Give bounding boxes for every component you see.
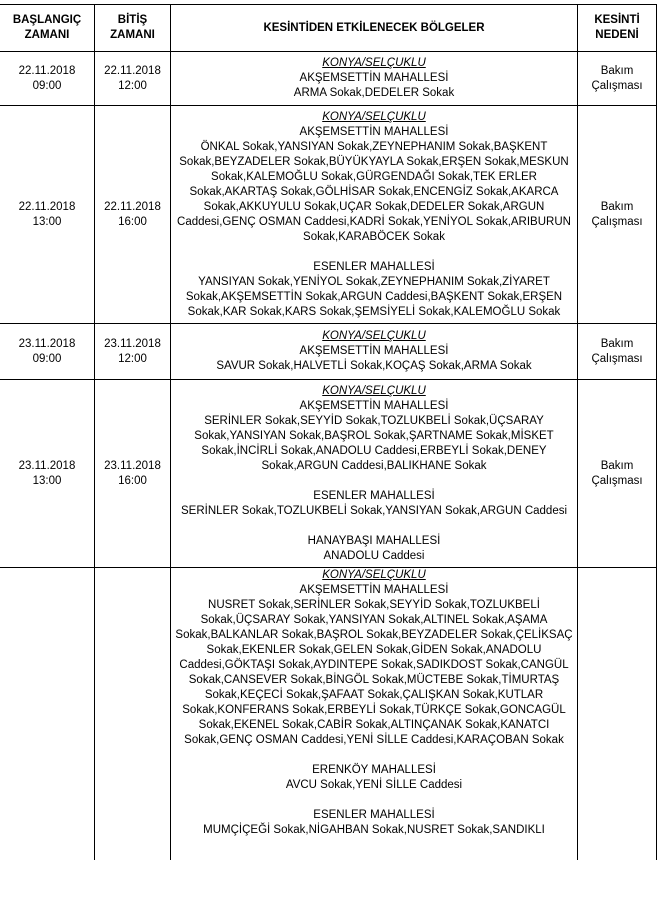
- neighborhood-block: [175, 344, 573, 374]
- neighborhood-title: AKŞEMSETTİN MAHALLESİ: [299, 345, 449, 357]
- neighborhood-block: [175, 763, 573, 793]
- region-label: KONYA/SELÇUKLU: [322, 330, 426, 342]
- affected-areas-cell: [171, 568, 578, 860]
- street-list: SERİNLER Sokak,TOZLUKBELİ Sokak,YANSIYAN Sokak,ARGUN Caddesi: [180, 504, 568, 517]
- end-time: 12:00: [118, 352, 147, 365]
- reason-cell: Bakım Çalışması: [578, 380, 657, 568]
- start-date: 23.11.2018: [18, 337, 76, 350]
- start-time: 09:00: [32, 79, 62, 92]
- affected-areas-cell: [171, 380, 578, 568]
- affected-areas-cell: [171, 106, 578, 324]
- reason-cell: Bakım Çalışması: [578, 106, 657, 324]
- table-row: [0, 106, 657, 324]
- start-time: 13:00: [32, 215, 62, 228]
- neighborhood-block: [175, 534, 573, 564]
- table-row: [0, 52, 657, 106]
- region-label: KONYA/SELÇUKLU: [322, 57, 426, 69]
- reason-cell: [578, 568, 657, 860]
- neighborhood-title: AKŞEMSETTİN MAHALLESİ: [299, 584, 449, 596]
- start-time: 13:00: [32, 474, 62, 487]
- region-label: KONYA/SELÇUKLU: [322, 110, 426, 123]
- street-list: ARMA Sokak,DEDELER Sokak: [293, 87, 455, 99]
- end-time-cell: [95, 106, 171, 324]
- street-list: YANSIYAN Sokak,YENİYOL Sokak,ZEYNEPHANIM Sokak,ZİYARET Sokak,AKŞEMSETTİN Sokak,ARGUN Caddesi,BAŞKENT Sokak,ERŞEN Sokak,KAR Sokak,KARS Sokak,ŞEMSİYELİ Sokak,KALEMOĞLU Sokak: [185, 275, 563, 318]
- header-start-time: BAŞLANGIÇ ZAMANI: [0, 5, 95, 52]
- region-label: KONYA/SELÇUKLU: [322, 384, 426, 397]
- neighborhood-title: HANAYBAŞI MAHALLESİ: [307, 534, 441, 547]
- affected-areas-cell: [171, 52, 578, 106]
- start-time-cell: [0, 380, 95, 568]
- reason-cell: Bakım Çalışması: [578, 324, 657, 380]
- start-time-cell: [0, 106, 95, 324]
- neighborhood-block: [175, 125, 573, 245]
- neighborhood-title: ESENLER MAHALLESİ: [313, 489, 435, 502]
- affected-areas-cell: [171, 324, 578, 380]
- start-date: 22.11.2018: [18, 200, 76, 213]
- end-time-cell: [95, 568, 171, 860]
- neighborhood-title: ERENKÖY MAHALLESİ: [312, 764, 436, 776]
- street-list: AVCU Sokak,YENİ SİLLE Caddesi: [285, 779, 463, 791]
- start-date: 23.11.2018: [18, 459, 76, 472]
- end-date: 23.11.2018: [104, 337, 161, 350]
- header-row: [0, 5, 657, 52]
- neighborhood-block: [175, 808, 573, 838]
- street-list: ANADOLU Caddesi: [323, 549, 425, 562]
- end-time-cell: [95, 324, 171, 380]
- neighborhood-block: [175, 489, 573, 519]
- street-list: MUMÇİÇEĞİ Sokak,NİGAHBAN Sokak,NUSRET Sokak,SANDIKLI: [203, 824, 545, 836]
- neighborhood-block: [175, 260, 573, 320]
- neighborhood-title: ESENLER MAHALLESİ: [313, 260, 435, 273]
- header-affected-areas: KESİNTİDEN ETKİLENECEK BÖLGELER: [171, 5, 578, 52]
- end-time: 16:00: [118, 474, 147, 487]
- table-row: [0, 324, 657, 380]
- start-time: 09:00: [32, 352, 62, 365]
- end-date: 22.11.2018: [104, 200, 161, 213]
- reason-cell: Bakım Çalışması: [578, 52, 657, 106]
- start-time-cell: [0, 568, 95, 860]
- street-list: SAVUR Sokak,HALVETLİ Sokak,KOÇAŞ Sokak,ARMA Sokak: [216, 360, 532, 372]
- street-list: ÖNKAL Sokak,YANSIYAN Sokak,ZEYNEPHANIM Sokak,BAŞKENT Sokak,BEYZADELER Sokak,BÜYÜKYAYLA Sokak,ERŞEN Sokak,MESKUN Sokak,KALEMOĞLU Sokak,GÜRGENDAĞI Sokak,TEK ERLER Sokak,AKARTAŞ Sokak,GÖLHİSAR Sokak,ENCENGİZ Sokak,AKARCA Sokak,AKKUYULU Sokak,UÇAR Sokak,DEDELER Sokak,ARGUN Caddesi,GENÇ OSMAN Caddesi,KADRİ Sokak,YENİYOL Sokak,ARIBURUN Sokak,KARABÖCEK Sokak: [177, 140, 571, 243]
- region-label: KONYA/SELÇUKLU: [322, 569, 426, 581]
- end-time: 12:00: [118, 79, 147, 92]
- neighborhood-title: AKŞEMSETTİN MAHALLESİ: [299, 72, 449, 84]
- street-list: SERİNLER Sokak,SEYYİD Sokak,TOZLUKBELİ Sokak,ÜÇSARAY Sokak,YANSIYAN Sokak,BAŞROL Sokak,ŞARTNAME Sokak,MİSKET Sokak,İNCİRLİ Sokak,ANADOLU Caddesi,ERBEYLİ Sokak,DENEY Sokak,ARGUN Caddesi,BALIKHANE Sokak: [194, 414, 554, 472]
- neighborhood-title: AKŞEMSETTİN MAHALLESİ: [299, 399, 449, 412]
- neighborhood-block: [175, 399, 573, 474]
- end-time: 16:00: [118, 215, 147, 228]
- header-end-time: BİTİŞ ZAMANI: [95, 5, 171, 52]
- start-time-cell: [0, 324, 95, 380]
- start-time-cell: [0, 52, 95, 106]
- table-row: [0, 380, 657, 568]
- outage-table: [0, 4, 657, 860]
- neighborhood-title: ESENLER MAHALLESİ: [313, 809, 435, 821]
- neighborhood-block: [175, 583, 573, 748]
- neighborhood-title: AKŞEMSETTİN MAHALLESİ: [299, 125, 449, 138]
- start-date: 22.11.2018: [18, 64, 76, 77]
- end-date: 23.11.2018: [104, 459, 161, 472]
- end-time-cell: [95, 52, 171, 106]
- neighborhood-block: [175, 71, 573, 101]
- street-list: NUSRET Sokak,SERİNLER Sokak,SEYYİD Sokak,TOZLUKBELİ Sokak,ÜÇSARAY Sokak,YANSIYAN Sokak,ALTINEL Sokak,AŞAMA Sokak,BALKANLAR Sokak,BAŞROL Sokak,BEYZADELER Sokak,ÇELİKSAÇ Sokak,EKENLER Sokak,GELEN Sokak,GİDEN Sokak,ANADOLU Caddesi,GÖKTAŞI Sokak,AYDINTEPE Sokak,SADIKDOST Sokak,CANGÜL Sokak,CANSEVER Sokak,BİNGÖL Sokak,MÜCTEBE Sokak,TİMURTAŞ Sokak,KEÇECİ Sokak,ŞAFAAT Sokak,ÇALIŞKAN Sokak,KUTLAR Sokak,KONFERANS Sokak,ERBEYLİ Sokak,TÜRKÇE Sokak,GONCAGÜL Sokak,EKENEL Sokak,CABİR Sokak,ALTINÇANAK Sokak,KANATCI Sokak,GENÇ OSMAN Caddesi,YENİ SİLLE Caddesi,KARAÇOBAN Sokak: [175, 599, 573, 746]
- header-reason: KESİNTİ NEDENİ: [578, 5, 657, 52]
- end-time-cell: [95, 380, 171, 568]
- end-date: 22.11.2018: [104, 64, 161, 77]
- table-row: [0, 568, 657, 860]
